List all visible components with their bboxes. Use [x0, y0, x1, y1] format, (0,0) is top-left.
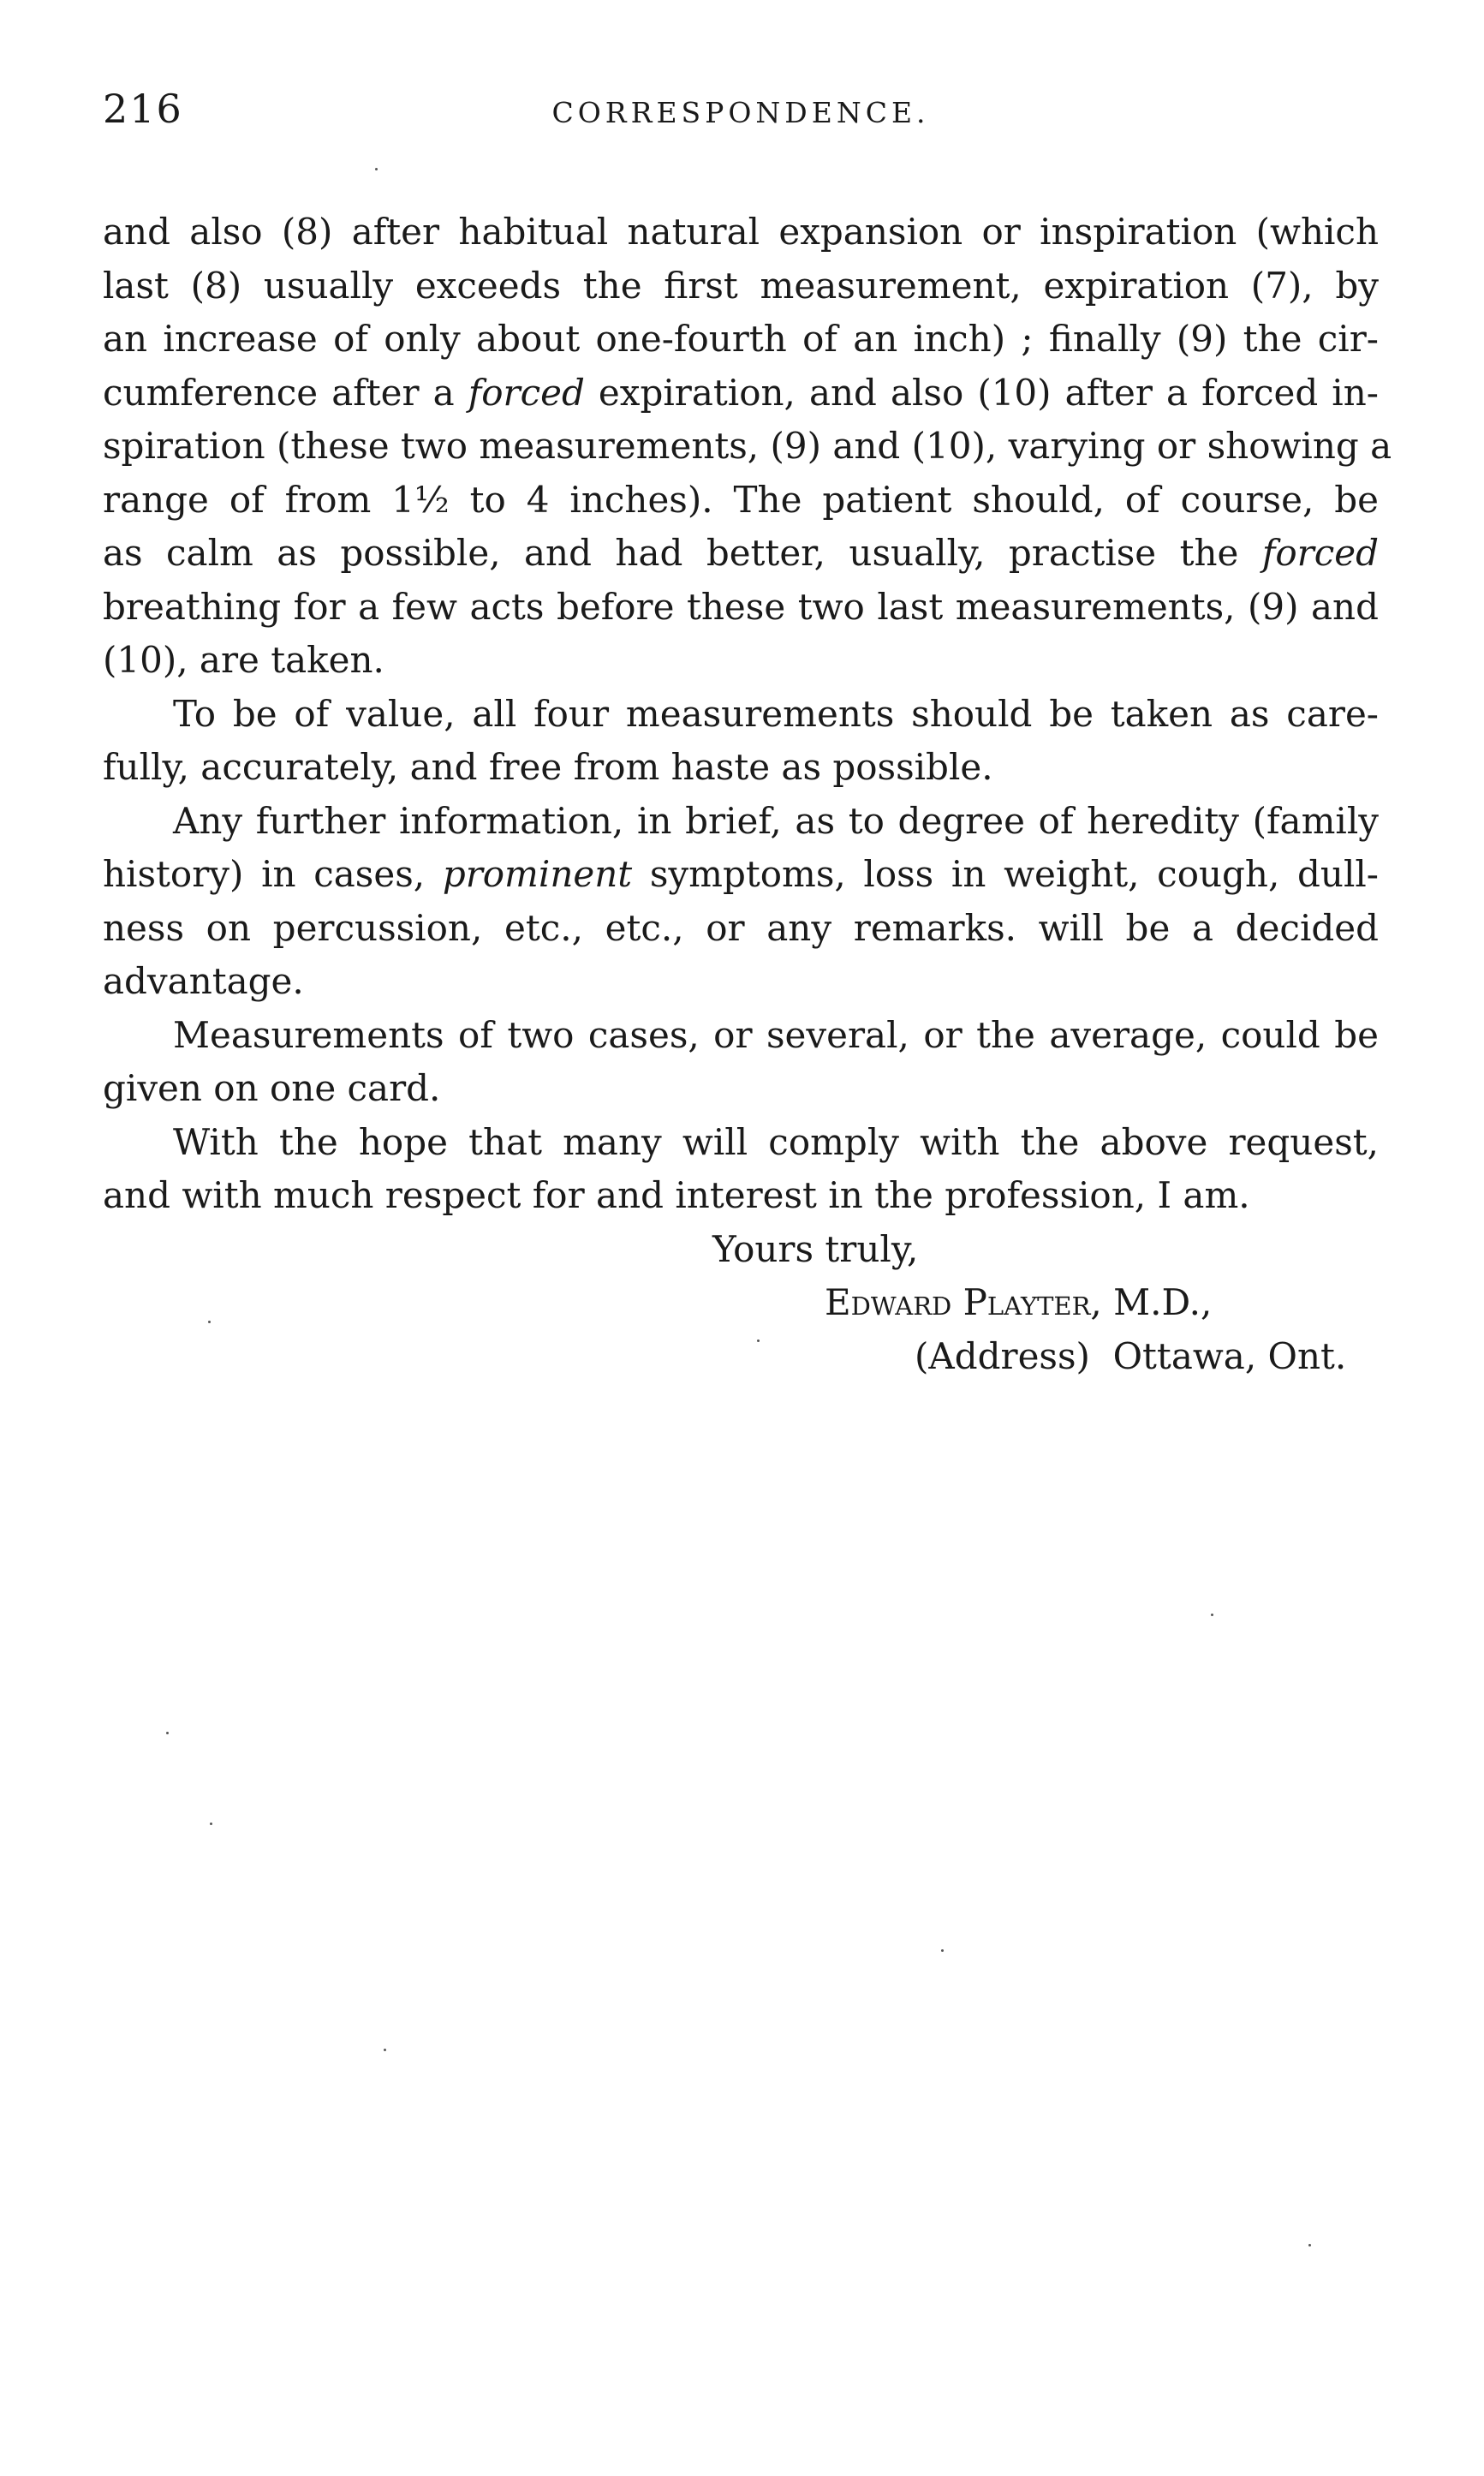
scan-speck	[210, 1823, 212, 1825]
scan-speck	[757, 1339, 760, 1342]
text-run: given on one card.	[103, 1067, 441, 1109]
closing-salutation: Yours truly,	[712, 1227, 919, 1270]
text-line	[103, 527, 1379, 581]
text-line	[103, 581, 1379, 635]
text-run: advantage.	[103, 960, 304, 1002]
text-run: an increase of only about one-fourth of an inch) ; finally (9) the cir-	[103, 318, 1379, 360]
paragraph	[103, 1009, 1379, 1116]
text-line	[103, 955, 1379, 1009]
text-line	[103, 1116, 1379, 1170]
text-line	[103, 260, 1379, 313]
scan-speck	[375, 168, 378, 170]
text-run: breathing for a few acts before these two last measurements, (9) and	[103, 585, 1379, 628]
paragraph	[103, 206, 1392, 688]
text-line	[103, 367, 1379, 421]
letter-closing	[103, 1223, 1379, 1384]
text-run: cumference after a	[103, 371, 468, 414]
text-line	[103, 902, 1379, 956]
text-run: Measurements of two cases, or several, or the average, could be	[173, 1013, 1379, 1056]
text-line	[103, 741, 1379, 795]
italic-word: prominent	[442, 853, 633, 895]
text-run: history) in cases,	[103, 853, 443, 895]
scan-speck	[1211, 1614, 1213, 1616]
text-run: symptoms, loss in weight, cough, dull-	[632, 853, 1379, 895]
scan-speck	[384, 2049, 386, 2051]
text-line	[103, 1062, 1379, 1116]
address-line	[103, 1330, 1379, 1384]
text-run: and with much respect for and interest in the profession, I am.	[103, 1174, 1250, 1216]
page-number: 216	[103, 86, 183, 132]
text-line	[103, 1169, 1379, 1223]
page-header	[103, 86, 1379, 154]
text-line	[103, 634, 1379, 688]
scan-speck	[1308, 2244, 1311, 2246]
italic-word: forced	[1261, 532, 1379, 574]
text-line	[103, 420, 1392, 474]
text-run: ness on percussion, etc., etc., or any remarks. will be a decided	[103, 906, 1379, 949]
text-line	[103, 848, 1379, 902]
text-run: as calm as possible, and had better, usually, practise the	[103, 532, 1262, 574]
scan-speck	[941, 1949, 944, 1952]
scan-speck	[208, 1321, 211, 1323]
text-run: Any further information, in brief, as to degree of heredity (family	[173, 799, 1379, 842]
text-run: and also (8) after habitual natural expansion or inspiration (which	[103, 211, 1379, 253]
paragraph	[103, 1116, 1379, 1223]
paragraph	[103, 795, 1379, 1009]
text-run: spiration (these two measurements, (9) and (10), varying or showing a	[103, 425, 1392, 467]
document-page	[103, 86, 1392, 1383]
text-line	[103, 206, 1379, 260]
text-run: With the hope that many will comply with the above request,	[173, 1120, 1379, 1163]
text-line	[103, 1009, 1379, 1063]
text-run: last (8) usually exceeds the first measurement, expiration (7), by	[103, 264, 1379, 307]
running-head: CORRESPONDENCE.	[551, 96, 930, 129]
text-run: expiration, and also (10) after a forced in-	[584, 371, 1379, 414]
text-run: To be of value, all four measurements should be taken as care-	[173, 692, 1379, 735]
scan-speck	[166, 1732, 169, 1734]
text-run: (10), are taken.	[103, 639, 384, 681]
address-value: Ottawa, Ont.	[1112, 1334, 1347, 1377]
letter-body	[103, 206, 1392, 1223]
italic-word: forced	[468, 371, 585, 414]
text-run: fully, accurately, and free from haste as possible.	[103, 746, 993, 788]
address-label: (Address)	[915, 1334, 1090, 1377]
paragraph	[103, 688, 1379, 795]
text-line	[103, 313, 1379, 367]
text-line	[103, 474, 1379, 528]
signature: Edward Playter, M.D.,	[825, 1281, 1213, 1323]
text-run: range of from 1½ to 4 inches). The patient should, of course, be	[103, 478, 1379, 521]
text-line	[103, 795, 1379, 849]
text-line	[103, 688, 1379, 742]
